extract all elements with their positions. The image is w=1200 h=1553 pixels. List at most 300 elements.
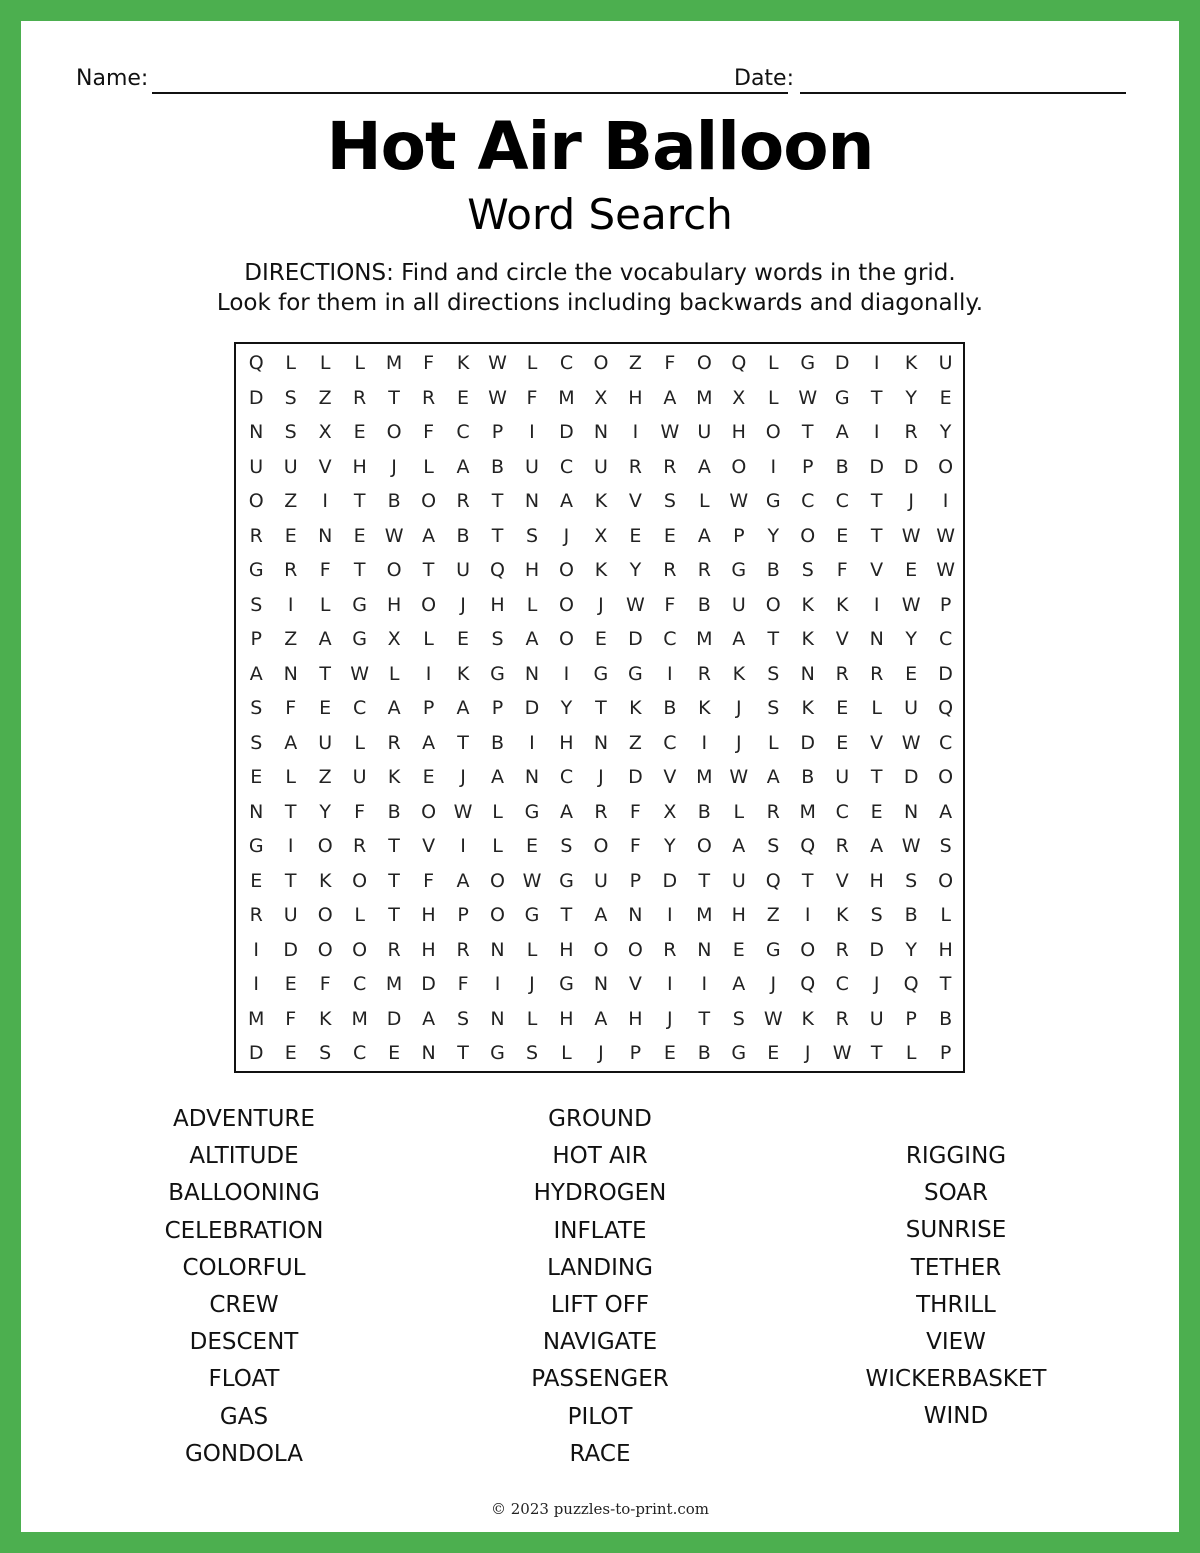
grid-letter[interactable]: Q — [731, 352, 747, 374]
grid-letter[interactable]: B — [490, 731, 505, 754]
grid-letter[interactable]: R — [835, 938, 849, 961]
grid-letter[interactable]: S — [525, 1042, 539, 1064]
grid-letter[interactable]: V — [870, 731, 884, 754]
grid-letter[interactable]: K — [318, 1007, 332, 1030]
grid-letter[interactable]: W — [384, 524, 404, 547]
grid-letter[interactable]: N — [593, 421, 609, 443]
grid-letter[interactable]: T — [457, 1042, 469, 1064]
grid-letter[interactable]: H — [559, 731, 574, 754]
grid-letter[interactable]: L — [285, 766, 296, 788]
grid-letter[interactable]: T — [353, 490, 366, 512]
grid-letter[interactable]: C — [456, 421, 470, 443]
grid-letter[interactable]: C — [938, 628, 953, 650]
grid-letter[interactable]: G — [524, 904, 540, 926]
grid-letter[interactable]: R — [766, 800, 780, 823]
grid-letter[interactable]: Y — [664, 835, 676, 857]
grid-letter[interactable]: D — [248, 1042, 264, 1064]
grid-letter[interactable]: O — [938, 766, 954, 788]
grid-letter[interactable]: O — [248, 490, 264, 512]
grid-letter[interactable]: M — [351, 1007, 368, 1030]
grid-letter[interactable]: N — [490, 1007, 505, 1030]
grid-letter[interactable]: A — [249, 662, 263, 685]
grid-letter[interactable]: E — [250, 766, 263, 788]
grid-letter[interactable]: S — [905, 869, 918, 892]
grid-letter[interactable]: T — [698, 869, 711, 892]
grid-letter[interactable]: M — [385, 352, 403, 374]
grid-letter[interactable]: N — [421, 1042, 436, 1064]
grid-letter[interactable]: L — [871, 697, 882, 719]
grid-letter[interactable]: R — [421, 386, 436, 409]
grid-letter[interactable]: T — [284, 869, 297, 892]
grid-letter[interactable]: S — [663, 490, 676, 512]
grid-letter[interactable]: D — [248, 386, 264, 409]
grid-letter[interactable]: L — [561, 1042, 572, 1064]
grid-letter[interactable]: P — [250, 628, 262, 650]
grid-letter[interactable]: Y — [905, 628, 917, 650]
grid-letter[interactable]: J — [908, 490, 914, 512]
grid-letter[interactable]: R — [904, 421, 918, 443]
grid-letter[interactable]: K — [318, 869, 332, 892]
grid-letter[interactable]: L — [767, 731, 779, 754]
grid-letter[interactable]: P — [491, 421, 504, 443]
grid-letter[interactable]: B — [387, 490, 401, 512]
grid-letter[interactable]: B — [456, 524, 470, 547]
grid-letter[interactable]: Q — [903, 973, 919, 995]
grid-letter[interactable]: H — [352, 455, 367, 478]
grid-letter[interactable]: P — [905, 1007, 917, 1030]
grid-letter[interactable]: D — [903, 766, 919, 788]
grid-letter[interactable]: O — [938, 869, 954, 892]
grid-letter[interactable]: O — [352, 938, 368, 961]
grid-letter[interactable]: F — [664, 593, 676, 616]
grid-letter[interactable]: G — [731, 559, 747, 581]
grid-letter[interactable]: R — [387, 938, 401, 961]
grid-letter[interactable]: A — [732, 973, 746, 995]
grid-letter[interactable]: I — [287, 835, 294, 857]
grid-letter[interactable]: R — [870, 662, 884, 685]
grid-letter[interactable]: B — [697, 800, 711, 823]
grid-letter[interactable]: S — [732, 1007, 745, 1030]
grid-letter[interactable]: I — [770, 455, 777, 478]
grid-letter[interactable]: G — [490, 662, 505, 685]
grid-letter[interactable]: G — [593, 662, 609, 685]
grid-letter[interactable]: O — [317, 938, 333, 961]
grid-letter[interactable]: T — [319, 662, 331, 685]
grid-letter[interactable]: R — [594, 800, 608, 823]
grid-letter[interactable]: V — [835, 628, 849, 650]
grid-letter[interactable]: F — [319, 559, 331, 581]
grid-letter[interactable]: E — [594, 628, 607, 650]
date-field[interactable] — [800, 92, 1126, 94]
grid-letter[interactable]: L — [423, 628, 434, 650]
grid-letter[interactable]: A — [422, 731, 436, 754]
grid-letter[interactable]: J — [460, 766, 466, 788]
grid-letter[interactable]: F — [629, 800, 641, 823]
grid-letter[interactable]: N — [593, 973, 609, 995]
grid-letter[interactable]: K — [801, 1007, 814, 1030]
grid-letter[interactable]: C — [559, 352, 574, 374]
grid-letter[interactable]: E — [284, 1042, 297, 1064]
grid-letter[interactable]: D — [559, 421, 574, 443]
grid-letter[interactable]: W — [625, 593, 645, 616]
grid-letter[interactable]: G — [628, 662, 643, 685]
grid-letter[interactable]: N — [524, 490, 540, 512]
grid-letter[interactable]: I — [529, 731, 535, 754]
grid-letter[interactable]: B — [663, 697, 677, 719]
grid-letter[interactable]: B — [766, 559, 780, 581]
grid-letter[interactable]: T — [801, 869, 814, 892]
grid-letter[interactable]: M — [696, 386, 713, 409]
grid-letter[interactable]: C — [663, 731, 677, 754]
grid-letter[interactable]: A — [732, 835, 746, 857]
grid-letter[interactable]: A — [697, 455, 711, 478]
grid-letter[interactable]: K — [801, 593, 814, 616]
grid-letter[interactable]: W — [660, 421, 680, 443]
grid-letter[interactable]: O — [558, 593, 574, 616]
grid-letter[interactable]: J — [667, 1007, 673, 1030]
grid-letter[interactable]: S — [939, 835, 952, 857]
grid-letter[interactable]: C — [835, 490, 849, 512]
grid-letter[interactable]: R — [249, 904, 263, 926]
grid-letter[interactable]: V — [835, 869, 849, 892]
grid-letter[interactable]: P — [939, 593, 952, 616]
grid-letter[interactable]: K — [698, 697, 711, 719]
grid-letter[interactable]: Y — [767, 524, 780, 547]
grid-letter[interactable]: U — [283, 904, 298, 926]
grid-letter[interactable]: U — [835, 766, 850, 788]
grid-letter[interactable]: S — [319, 1042, 332, 1064]
grid-letter[interactable]: T — [388, 386, 400, 409]
grid-letter[interactable]: I — [942, 490, 949, 512]
grid-letter[interactable]: E — [629, 524, 642, 547]
grid-letter[interactable]: P — [491, 697, 504, 719]
grid-letter[interactable]: Z — [318, 766, 332, 788]
grid-letter[interactable]: J — [804, 1042, 811, 1064]
grid-letter[interactable]: H — [386, 593, 402, 616]
grid-letter[interactable]: G — [765, 938, 781, 961]
grid-letter[interactable]: F — [836, 559, 848, 581]
grid-letter[interactable]: P — [939, 1042, 952, 1064]
grid-letter[interactable]: U — [731, 869, 746, 892]
grid-letter[interactable]: C — [353, 973, 367, 995]
grid-letter[interactable]: O — [490, 869, 505, 892]
grid-letter[interactable]: M — [696, 904, 713, 926]
grid-letter[interactable]: Z — [628, 352, 642, 374]
grid-letter[interactable]: L — [354, 731, 365, 754]
grid-letter[interactable]: T — [870, 1042, 883, 1064]
grid-letter[interactable]: I — [460, 835, 466, 857]
grid-letter[interactable]: I — [667, 904, 673, 926]
grid-letter[interactable]: J — [563, 524, 570, 547]
grid-letter[interactable]: G — [248, 835, 264, 857]
grid-letter[interactable]: S — [767, 662, 780, 685]
grid-letter[interactable]: R — [353, 835, 367, 857]
grid-letter[interactable]: W — [901, 524, 921, 547]
grid-letter[interactable]: K — [456, 662, 470, 685]
grid-letter[interactable]: D — [938, 662, 953, 685]
name-field[interactable] — [152, 92, 788, 94]
grid-letter[interactable]: V — [422, 835, 436, 857]
grid-letter[interactable]: Y — [629, 559, 642, 581]
grid-letter[interactable]: P — [629, 1042, 642, 1064]
grid-letter[interactable]: A — [456, 697, 470, 719]
grid-letter[interactable]: A — [559, 800, 573, 823]
grid-letter[interactable]: E — [767, 1042, 780, 1064]
grid-letter[interactable]: P — [457, 904, 469, 926]
grid-letter[interactable]: H — [559, 938, 574, 961]
grid-letter[interactable]: A — [422, 1007, 436, 1030]
grid-letter[interactable]: L — [733, 800, 745, 823]
grid-letter[interactable]: G — [248, 559, 264, 581]
grid-letter[interactable]: O — [696, 352, 712, 374]
grid-letter[interactable]: K — [904, 352, 918, 374]
grid-letter[interactable]: Q — [800, 835, 816, 857]
grid-letter[interactable]: S — [767, 835, 780, 857]
grid-letter[interactable]: N — [318, 524, 333, 547]
grid-letter[interactable]: D — [524, 697, 540, 719]
grid-letter[interactable]: D — [903, 455, 919, 478]
grid-letter[interactable]: H — [628, 386, 643, 409]
grid-letter[interactable]: S — [525, 524, 539, 547]
grid-letter[interactable]: E — [422, 766, 435, 788]
grid-letter[interactable]: K — [801, 697, 814, 719]
grid-letter[interactable]: E — [905, 559, 918, 581]
grid-letter[interactable]: Z — [284, 490, 298, 512]
grid-letter[interactable]: L — [354, 352, 365, 374]
grid-letter[interactable]: N — [904, 800, 919, 823]
grid-letter[interactable]: J — [598, 766, 604, 788]
grid-letter[interactable]: K — [594, 490, 608, 512]
grid-letter[interactable]: T — [388, 835, 400, 857]
grid-letter[interactable]: E — [836, 697, 849, 719]
grid-letter[interactable]: O — [800, 938, 816, 961]
grid-letter[interactable]: J — [391, 455, 397, 478]
grid-letter[interactable]: X — [732, 386, 746, 409]
grid-letter[interactable]: F — [285, 1007, 297, 1030]
grid-letter[interactable]: R — [663, 938, 677, 961]
grid-letter[interactable]: B — [801, 766, 815, 788]
grid-letter[interactable]: S — [870, 904, 883, 926]
grid-letter[interactable]: E — [250, 869, 263, 892]
grid-letter[interactable]: L — [526, 1007, 538, 1030]
grid-letter[interactable]: I — [632, 421, 639, 443]
grid-letter[interactable]: W — [901, 835, 921, 857]
grid-letter[interactable]: W — [936, 559, 955, 581]
grid-letter[interactable]: I — [425, 662, 432, 685]
grid-letter[interactable]: G — [731, 1042, 747, 1064]
grid-letter[interactable]: G — [800, 352, 816, 374]
grid-letter[interactable]: P — [802, 455, 814, 478]
grid-letter[interactable]: S — [250, 697, 263, 719]
grid-letter[interactable]: L — [285, 352, 296, 374]
grid-letter[interactable]: T — [870, 490, 883, 512]
grid-letter[interactable]: R — [284, 559, 298, 581]
grid-letter[interactable]: M — [558, 386, 575, 409]
grid-letter[interactable]: U — [318, 731, 333, 754]
grid-letter[interactable]: I — [667, 973, 673, 995]
grid-letter[interactable]: S — [250, 593, 263, 616]
grid-letter[interactable]: Q — [490, 559, 505, 581]
grid-letter[interactable]: W — [936, 524, 955, 547]
grid-letter[interactable]: B — [697, 1042, 711, 1064]
grid-letter[interactable]: Y — [939, 421, 952, 443]
grid-letter[interactable]: N — [593, 731, 609, 754]
grid-letter[interactable]: F — [629, 835, 641, 857]
grid-letter[interactable]: R — [697, 662, 711, 685]
grid-letter[interactable]: Z — [318, 386, 332, 409]
grid-letter[interactable]: P — [629, 869, 642, 892]
grid-letter[interactable]: J — [598, 593, 604, 616]
grid-letter[interactable]: A — [732, 628, 746, 650]
grid-letter[interactable]: E — [284, 973, 297, 995]
grid-letter[interactable]: O — [386, 421, 402, 443]
grid-letter[interactable]: H — [524, 559, 540, 581]
grid-letter[interactable]: L — [526, 352, 538, 374]
grid-letter[interactable]: S — [457, 1007, 470, 1030]
grid-letter[interactable]: V — [628, 973, 642, 995]
grid-letter[interactable]: D — [386, 1007, 402, 1030]
grid-letter[interactable]: F — [285, 697, 297, 719]
grid-letter[interactable]: T — [388, 869, 400, 892]
grid-letter[interactable]: A — [456, 455, 470, 478]
grid-letter[interactable]: O — [317, 904, 333, 926]
grid-letter[interactable]: C — [801, 490, 815, 512]
grid-letter[interactable]: L — [492, 835, 503, 857]
grid-letter[interactable]: E — [388, 1042, 401, 1064]
grid-letter[interactable]: C — [353, 697, 367, 719]
grid-letter[interactable]: D — [869, 455, 884, 478]
grid-letter[interactable]: J — [529, 973, 535, 995]
grid-letter[interactable]: O — [938, 455, 954, 478]
grid-letter[interactable]: R — [456, 490, 470, 512]
grid-letter[interactable]: P — [422, 697, 435, 719]
grid-letter[interactable]: R — [835, 835, 849, 857]
grid-letter[interactable]: T — [870, 766, 883, 788]
grid-letter[interactable]: O — [800, 524, 816, 547]
grid-letter[interactable]: R — [663, 559, 677, 581]
grid-letter[interactable]: U — [593, 869, 608, 892]
grid-letter[interactable]: B — [835, 455, 849, 478]
grid-letter[interactable]: D — [421, 973, 436, 995]
grid-letter[interactable]: E — [353, 421, 366, 443]
grid-letter[interactable]: O — [421, 593, 437, 616]
grid-letter[interactable]: J — [598, 1042, 604, 1064]
grid-letter[interactable]: O — [490, 904, 505, 926]
grid-letter[interactable]: O — [593, 938, 609, 961]
grid-letter[interactable]: A — [594, 1007, 608, 1030]
grid-letter[interactable]: T — [353, 559, 366, 581]
grid-letter[interactable]: J — [735, 731, 742, 754]
grid-letter[interactable]: O — [731, 455, 747, 478]
grid-letter[interactable]: T — [870, 386, 883, 409]
grid-letter[interactable]: V — [663, 766, 677, 788]
grid-letter[interactable]: U — [283, 455, 298, 478]
grid-letter[interactable]: W — [488, 386, 507, 409]
grid-letter[interactable]: D — [869, 938, 884, 961]
grid-letter[interactable]: N — [697, 938, 712, 961]
grid-letter[interactable]: E — [870, 800, 883, 823]
grid-letter[interactable]: M — [799, 800, 816, 823]
grid-letter[interactable]: K — [387, 766, 401, 788]
grid-letter[interactable]: A — [663, 386, 677, 409]
grid-letter[interactable]: Y — [560, 697, 573, 719]
grid-letter[interactable]: C — [559, 766, 574, 788]
grid-letter[interactable]: D — [662, 869, 678, 892]
grid-letter[interactable]: G — [559, 869, 574, 892]
grid-letter[interactable]: O — [593, 835, 609, 857]
grid-letter[interactable]: I — [287, 593, 294, 616]
grid-letter[interactable]: C — [938, 731, 953, 754]
grid-letter[interactable]: E — [905, 662, 918, 685]
grid-letter[interactable]: H — [421, 904, 436, 926]
grid-letter[interactable]: Z — [766, 904, 780, 926]
grid-letter[interactable]: O — [558, 628, 574, 650]
grid-letter[interactable]: L — [492, 800, 503, 823]
grid-letter[interactable]: Q — [765, 869, 781, 892]
grid-letter[interactable]: D — [628, 766, 643, 788]
grid-letter[interactable]: C — [559, 455, 574, 478]
grid-letter[interactable]: F — [423, 869, 435, 892]
grid-letter[interactable]: S — [284, 421, 297, 443]
grid-letter[interactable]: E — [525, 835, 538, 857]
grid-letter[interactable]: H — [490, 593, 505, 616]
grid-letter[interactable]: S — [491, 628, 504, 650]
grid-letter[interactable]: B — [697, 593, 711, 616]
grid-letter[interactable]: E — [732, 938, 745, 961]
grid-letter[interactable]: A — [491, 766, 505, 788]
grid-letter[interactable]: W — [488, 352, 507, 374]
grid-letter[interactable]: E — [457, 386, 470, 409]
grid-letter[interactable]: F — [354, 800, 366, 823]
grid-letter[interactable]: G — [352, 628, 367, 650]
grid-letter[interactable]: I — [701, 973, 708, 995]
grid-letter[interactable]: K — [456, 352, 470, 374]
grid-letter[interactable]: L — [940, 904, 951, 926]
grid-letter[interactable]: O — [627, 938, 643, 961]
grid-letter[interactable]: R — [353, 386, 367, 409]
grid-letter[interactable]: A — [594, 904, 608, 926]
grid-letter[interactable]: I — [873, 421, 880, 443]
grid-letter[interactable]: W — [453, 800, 473, 823]
grid-letter[interactable]: U — [525, 455, 539, 478]
grid-letter[interactable]: K — [629, 697, 642, 719]
grid-letter[interactable]: E — [457, 628, 470, 650]
grid-letter[interactable]: Q — [938, 697, 954, 719]
grid-letter[interactable]: L — [319, 352, 331, 374]
grid-letter[interactable]: T — [284, 800, 297, 823]
grid-letter[interactable]: T — [491, 524, 504, 547]
grid-letter[interactable]: T — [801, 421, 814, 443]
grid-letter[interactable]: T — [388, 904, 400, 926]
grid-letter[interactable]: M — [696, 628, 713, 650]
grid-letter[interactable]: I — [494, 973, 501, 995]
grid-letter[interactable]: C — [835, 973, 849, 995]
grid-letter[interactable]: W — [901, 731, 921, 754]
grid-letter[interactable]: F — [423, 352, 435, 374]
grid-letter[interactable]: Z — [628, 731, 642, 754]
grid-letter[interactable]: G — [559, 973, 574, 995]
grid-letter[interactable]: M — [248, 1007, 265, 1030]
grid-letter[interactable]: O — [765, 421, 781, 443]
grid-letter[interactable]: A — [525, 628, 539, 650]
grid-letter[interactable]: O — [765, 593, 781, 616]
grid-letter[interactable]: O — [558, 559, 574, 581]
grid-letter[interactable]: R — [387, 731, 401, 754]
grid-letter[interactable]: N — [869, 628, 884, 650]
grid-letter[interactable]: N — [524, 662, 540, 685]
grid-letter[interactable]: G — [352, 593, 367, 616]
grid-letter[interactable]: Y — [905, 938, 917, 961]
